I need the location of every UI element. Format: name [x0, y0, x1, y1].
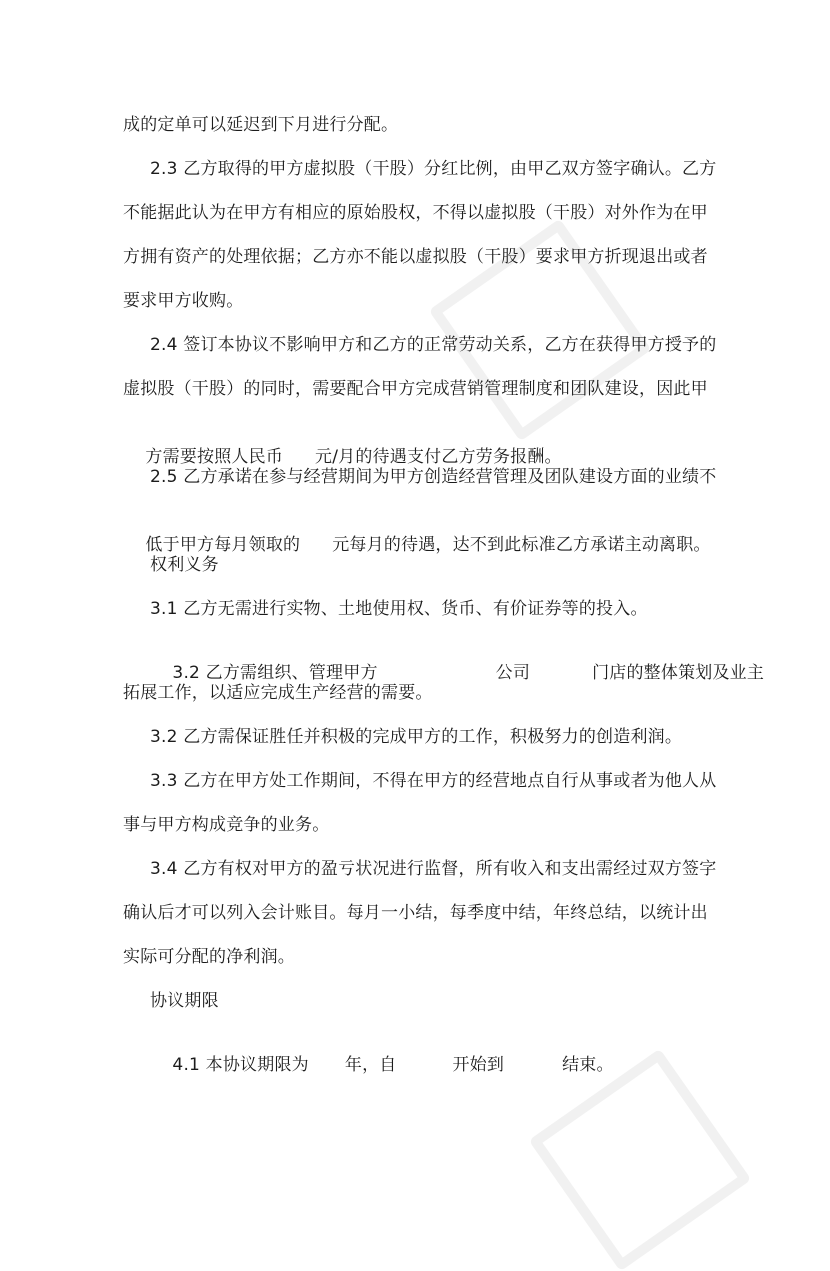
text-segment: 开始到: [452, 1055, 505, 1075]
text-segment: 4.1 本协议期限为: [172, 1055, 309, 1075]
text-segment: 方需要按照人民币: [145, 447, 284, 467]
text-segment: 结束。: [562, 1055, 614, 1075]
clause-3-3-line: 事与甲方构成竞争的业务。: [123, 815, 330, 835]
text-segment: 元每月的待遇，达不到此标准乙方承诺主动离职。: [332, 535, 711, 555]
clause-3-2b-line: 3.2 乙方需保证胜任并积极的完成甲方的工作，积极努力的创造利润。: [150, 727, 683, 747]
text-segment: 低于甲方每月领取的: [145, 535, 301, 555]
clause-3-1-line: 3.1 乙方无需进行实物、土地使用权、货币、有价证券等的投入。: [150, 599, 648, 619]
clause-2-4-line: 2.4 签订本协议不影响甲方和乙方的正常劳动关系，乙方在获得甲方授予的: [150, 335, 717, 355]
clause-2-3-line: 要求甲方收购。: [123, 291, 244, 311]
text-segment: 元/月的待遇支付乙方劳务报酬。: [315, 447, 562, 467]
clause-2-3-line: 2.3 乙方取得的甲方虚拟股（干股）分红比例，由甲乙双方签字确认。乙方: [150, 159, 717, 179]
paragraph-line: 成的定单可以延迟到下月进行分配。: [123, 115, 399, 135]
clause-3-2-line: 拓展工作，以适应完成生产经营的需要。: [123, 683, 433, 703]
clause-4-1-line: [150, 1029, 614, 1101]
clause-3-4-line: 3.4 乙方有权对甲方的盈亏状况进行监督，所有收入和支出需经过双方签字: [150, 859, 717, 879]
text-segment: 公司: [495, 663, 531, 683]
section-heading-term: 协议期限: [150, 991, 219, 1011]
clause-2-3-line: 方拥有资产的处理依据；乙方亦不能以虚拟股（干股）要求甲方折现退出或者: [123, 247, 708, 267]
text-segment: 门店的整体策划及业主: [592, 663, 765, 683]
clause-3-3-line: 3.3 乙方在甲方处工作期间，不得在甲方的经营地点自行从事或者为他人从: [150, 771, 717, 791]
text-segment: 年，自: [344, 1055, 397, 1075]
clause-3-4-line: 实际可分配的净利润。: [123, 947, 295, 967]
clause-2-3-line: 不能据此认为在甲方有相应的原始股权，不得以虚拟股（干股）对外作为在甲: [123, 203, 708, 223]
clause-2-4-line: 虚拟股（干股）的同时，需要配合甲方完成营销管理制度和团队建设，因此甲: [123, 379, 708, 399]
section-heading-rights: 权利义务: [150, 555, 219, 575]
clause-2-5-line: 2.5 乙方承诺在参与经营期间为甲方创造经营管理及团队建设方面的业绩不: [150, 467, 717, 487]
clause-3-4-line: 确认后才可以列入会计账目。每月一小结，每季度中结，年终总结，以统计出: [123, 903, 708, 923]
text-segment: 3.2 乙方需组织、管理甲方: [172, 663, 378, 683]
